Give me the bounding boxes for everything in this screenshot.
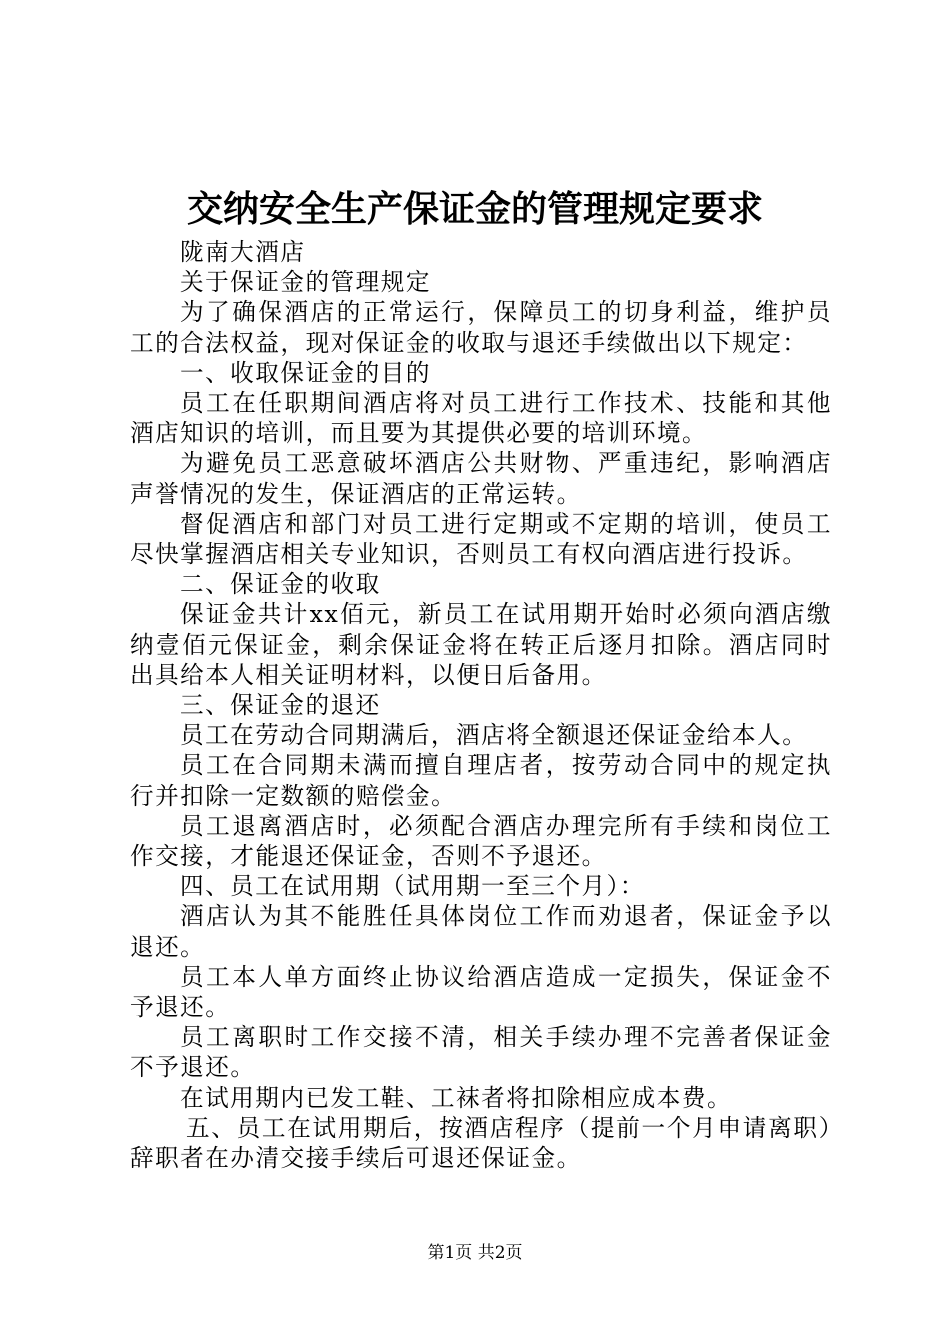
paragraph: 员工本人单方面终止协议给酒店造成一定损失，保证金不予退还。 <box>130 962 832 1022</box>
document-title: 交纳安全生产保证金的管理规定要求 <box>186 188 763 230</box>
section-heading-4: 四、员工在试用期（试用期一至三个月）： <box>180 872 645 901</box>
paragraph-intro: 为了确保酒店的正常运行，保障员工的切身利益，维护员工的合法权益，现对保证金的收取与退还手续做出以下规定： <box>130 298 832 357</box>
paragraph: 酒店认为其不能胜任具体岗位工作而劝退者，保证金予以退还。 <box>130 902 832 961</box>
paragraph: 为避免员工恶意破坏酒店公共财物、严重违纪，影响酒店声誉情况的发生，保证酒店的正常运转。 <box>130 449 832 508</box>
section-heading-2: 二、保证金的收取 <box>180 570 381 599</box>
paragraph-subtitle: 关于保证金的管理规定 <box>180 268 431 297</box>
paragraph: 员工退离酒店时，必须配合酒店办理完所有手续和岗位工作交接，才能退还保证金，否则不予退还。 <box>130 811 832 871</box>
document-body <box>130 237 832 1173</box>
paragraph: 在试用期内已发工鞋、工袜者将扣除相应成本费。 <box>180 1083 733 1112</box>
paragraph: 员工离职时工作交接不清，相关手续办理不完善者保证金不予退还。 <box>130 1023 832 1082</box>
section-heading-5: 五、员工在试用期后，按酒店程序（提前一个月申请离职）辞职者在办清交接手续后可退还保证金。 <box>130 1113 832 1173</box>
paragraph: 员工在合同期未满而擅自理店者，按劳动合同中的规定执行并扣除一定数额的赔偿金。 <box>130 751 832 810</box>
paragraph: 员工在劳动合同期满后，酒店将全额退还保证金给本人。 <box>180 721 808 750</box>
paragraph-hotel-name: 陇南大酒店 <box>180 238 306 266</box>
paragraph: 保证金共计xx佰元，新员工在试用期开始时必须向酒店缴纳壹佰元保证金，剩余保证金将在转正后逐月扣除。酒店同时出具给本人相关证明材料，以便日后备用。 <box>130 600 832 689</box>
page-footer: 第1页 共2页 <box>427 1243 523 1263</box>
section-heading-3: 三、保证金的退还 <box>180 691 381 720</box>
section-heading-1: 一、收取保证金的目的 <box>180 358 431 387</box>
paragraph: 员工在任职期间酒店将对员工进行工作技术、技能和其他酒店知识的培训，而且要为其提供必要的培训环境。 <box>130 389 832 448</box>
paragraph: 督促酒店和部门对员工进行定期或不定期的培训，使员工尽快掌握酒店相关专业知识，否则员工有权向酒店进行投诉。 <box>130 509 832 569</box>
